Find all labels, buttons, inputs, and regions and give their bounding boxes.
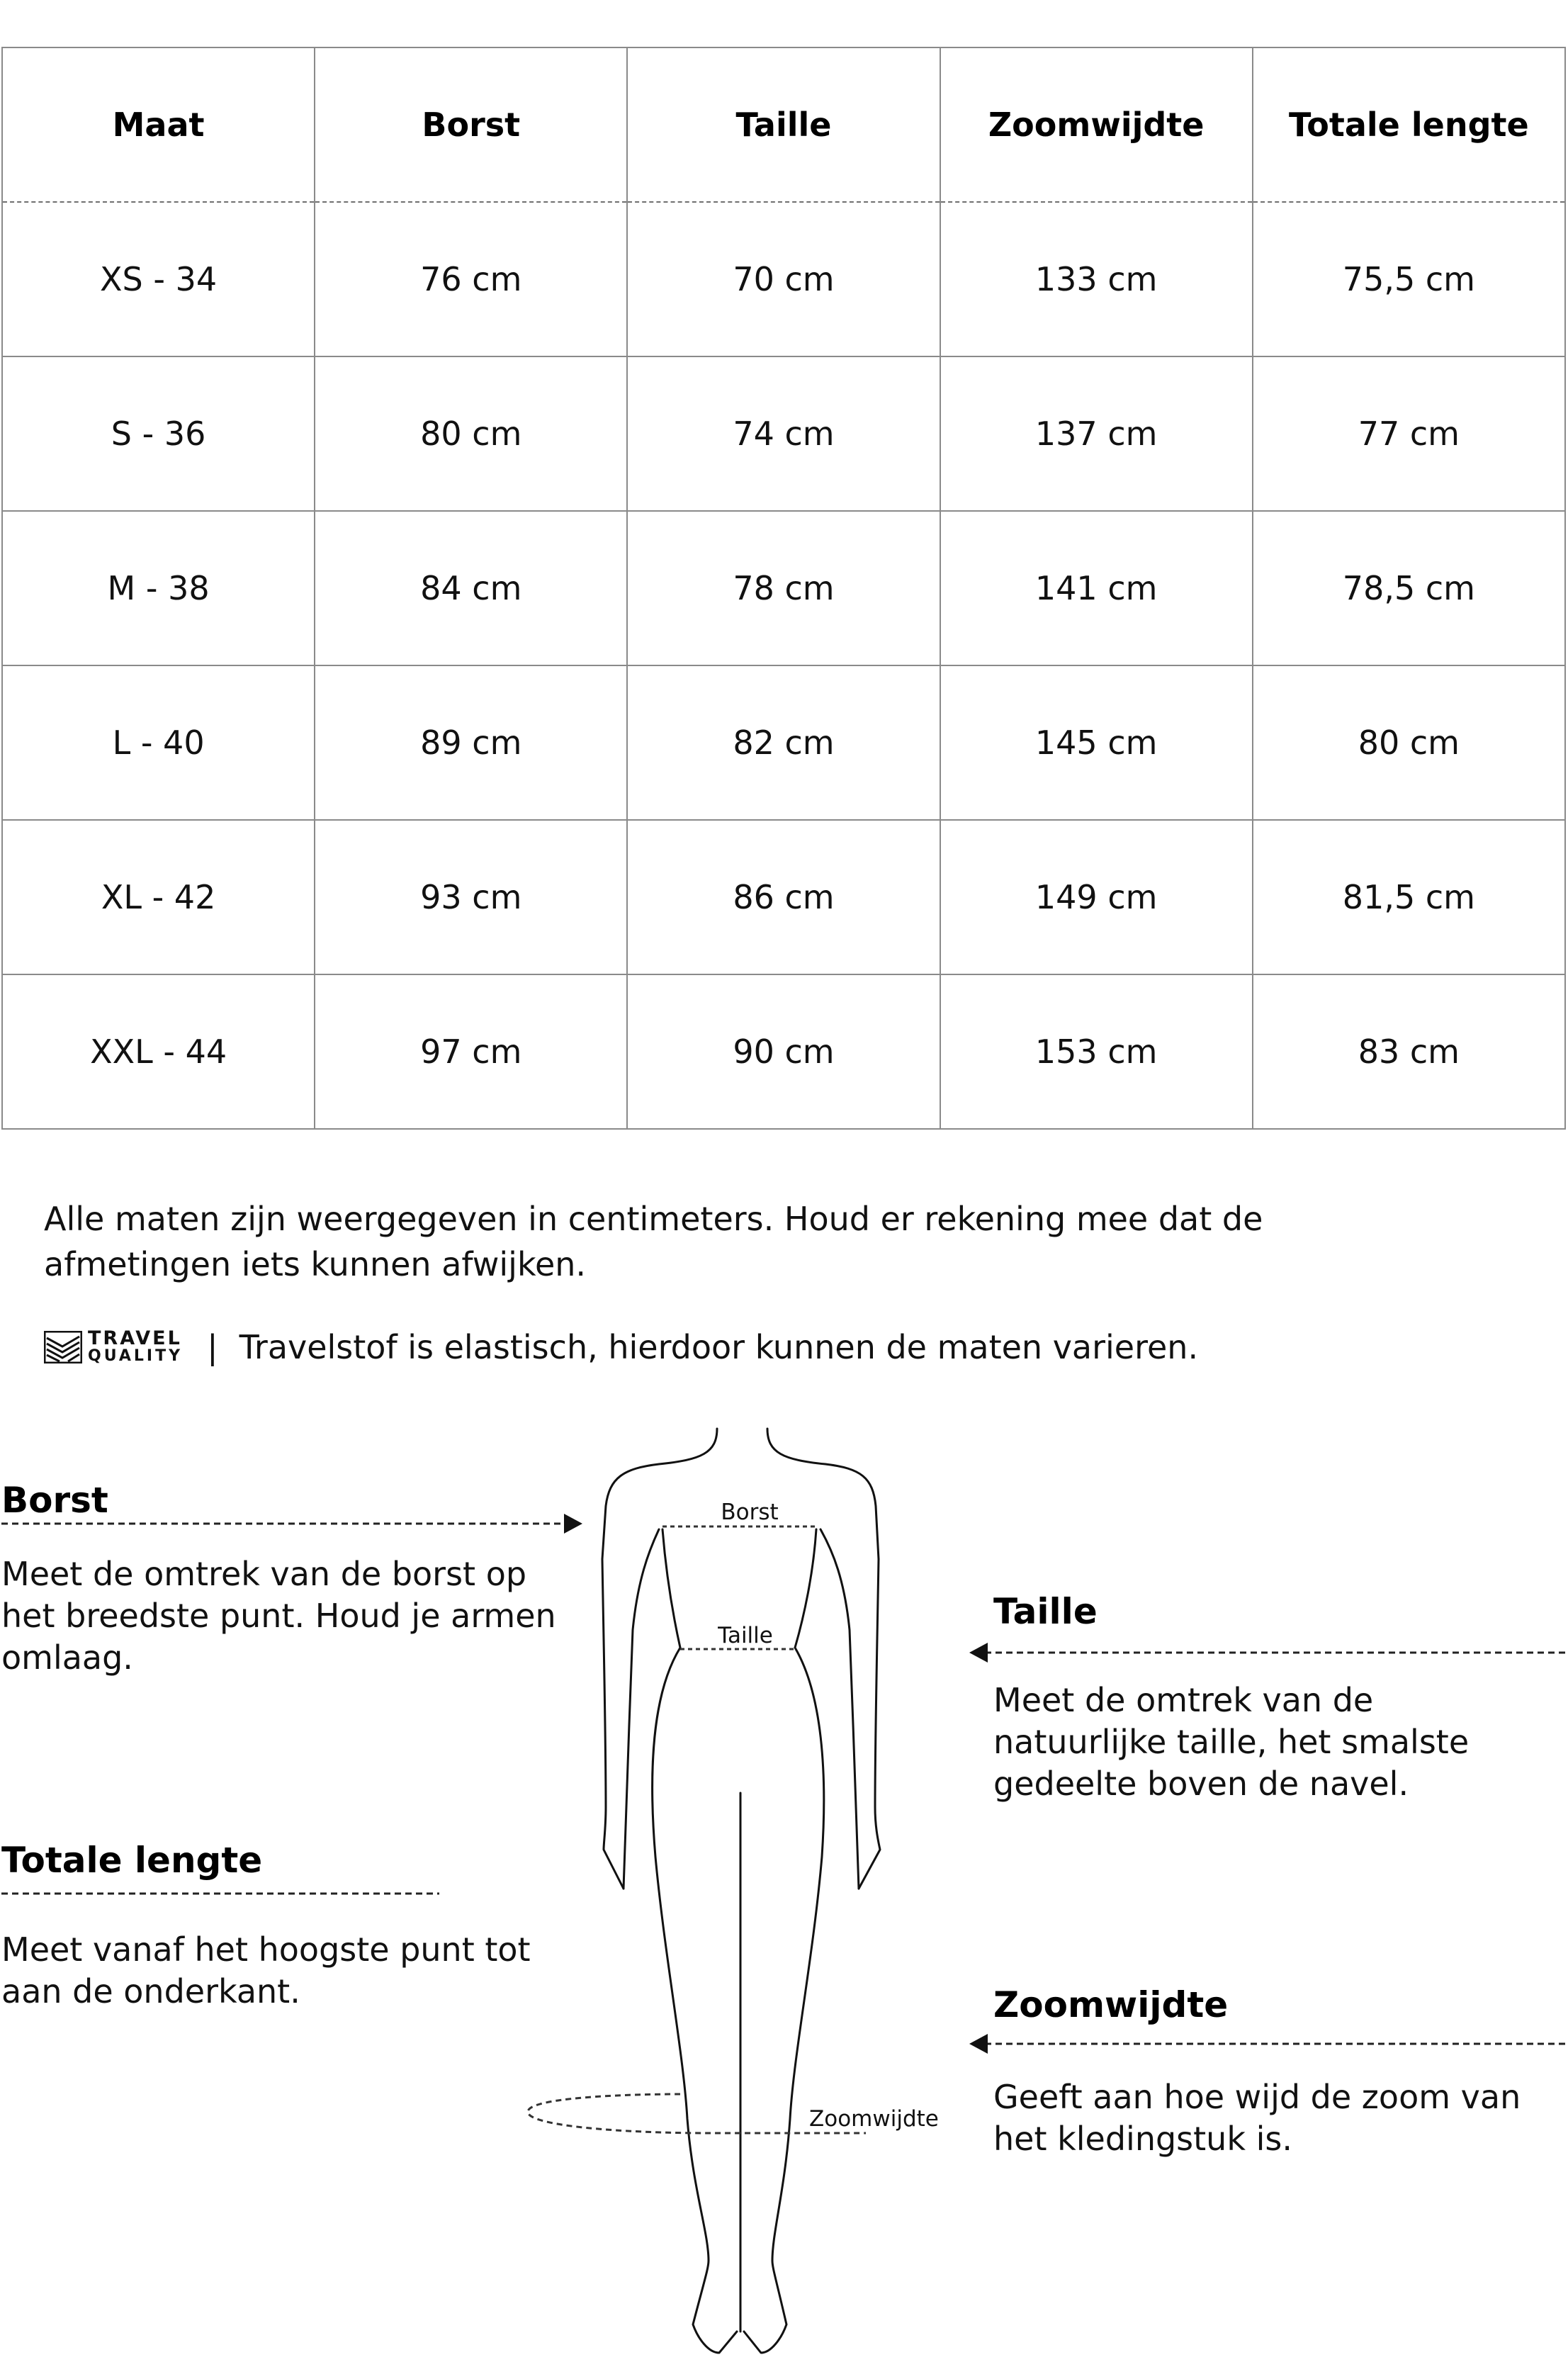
figure-right-torso [795, 1529, 816, 1648]
figure-left-shoulder [602, 1429, 717, 1559]
cell-totale-lengte: 77 cm [1253, 356, 1565, 511]
figure-left-torso [662, 1529, 680, 1648]
separator: | [207, 1328, 218, 1366]
cell-zoomwijdte: 153 cm [940, 974, 1253, 1129]
borst-line-3: omlaag. [1, 1638, 133, 1677]
taille-arrow-icon [969, 1643, 988, 1663]
header-maat: Maat [2, 47, 315, 202]
note-line-2: afmetingen iets kunnen afwijken. [44, 1245, 587, 1283]
cell-taille: 70 cm [627, 202, 940, 356]
header-borst: Borst [315, 47, 627, 202]
figure-right-shoulder [767, 1429, 879, 1559]
figure-label-zoomwijdte: Zoomwijdte [809, 2106, 939, 2132]
cell-zoomwijdte: 149 cm [940, 820, 1253, 974]
cell-zoomwijdte: 137 cm [940, 356, 1253, 511]
cell-totale-lengte: 78,5 cm [1253, 511, 1565, 665]
taille-heading: Taille [993, 1591, 1098, 1632]
cell-borst: 80 cm [315, 356, 627, 511]
size-table [1, 47, 1566, 1130]
cell-borst: 97 cm [315, 974, 627, 1129]
header-taille: Taille [627, 47, 940, 202]
cell-taille: 82 cm [627, 665, 940, 820]
figure-label-taille: Taille [718, 1623, 773, 1648]
cell-maat: XL - 42 [2, 820, 315, 974]
cell-taille: 78 cm [627, 511, 940, 665]
borst-arrow-icon [564, 1514, 582, 1534]
figure-left-leg-outer [653, 1648, 737, 2353]
borst-line-2: het breedste punt. Houd je armen [1, 1597, 556, 1635]
figure-right-arm-outer [859, 1559, 880, 1889]
figure-right-leg-outer [744, 1648, 824, 2353]
travel-quality-row [44, 1322, 1198, 1372]
travel-quality-icon [44, 1331, 82, 1363]
borst-heading: Borst [1, 1480, 108, 1521]
cell-zoomwijdte: 145 cm [940, 665, 1253, 820]
cell-maat: XS - 34 [2, 202, 315, 356]
figure-left-arm-outer [602, 1559, 624, 1889]
cell-borst: 76 cm [315, 202, 627, 356]
cell-totale-lengte: 80 cm [1253, 665, 1565, 820]
note-line-1: Alle maten zijn weergegeven in centimeters. Houd er rekening mee dat de [44, 1200, 1263, 1238]
measurement-note [44, 1196, 1390, 1287]
cell-maat: M - 38 [2, 511, 315, 665]
cell-maat: L - 40 [2, 665, 315, 820]
totale-lengte-line-1: Meet vanaf het hoogste punt tot [1, 1930, 531, 1969]
zoomwijdte-arrow-icon [969, 2034, 988, 2054]
cell-zoomwijdte: 133 cm [940, 202, 1253, 356]
table-row [2, 511, 1565, 665]
taille-line-2: natuurlijke taille, het smalste [993, 1723, 1470, 1761]
zoomwijdte-line-2: het kledingstuk is. [993, 2120, 1292, 2158]
table-row [2, 665, 1565, 820]
cell-zoomwijdte: 141 cm [940, 511, 1253, 665]
taille-line-1: Meet de omtrek van de [993, 1681, 1374, 1719]
borst-line-1: Meet de omtrek van de borst op [1, 1555, 527, 1593]
cell-taille: 90 cm [627, 974, 940, 1129]
travel-note: Travelstof is elastisch, hierdoor kunnen de maten varieren. [239, 1328, 1199, 1366]
cell-totale-lengte: 75,5 cm [1253, 202, 1565, 356]
zoomwijdte-heading: Zoomwijdte [993, 1984, 1229, 2025]
cell-borst: 89 cm [315, 665, 627, 820]
cell-maat: S - 36 [2, 356, 315, 511]
cell-totale-lengte: 81,5 cm [1253, 820, 1565, 974]
table-row [2, 974, 1565, 1129]
garment-figure [0, 1410, 1568, 2362]
figure-right-arm-inner [820, 1529, 859, 1889]
totale-lengte-line-2: aan de onderkant. [1, 1972, 300, 2010]
logo-text-quality: QUALITY [88, 1347, 184, 1365]
header-zoomwijdte: Zoomwijdte [940, 47, 1253, 202]
table-row [2, 202, 1565, 356]
zoomwijdte-line-1: Geeft aan hoe wijd de zoom van [993, 2078, 1521, 2116]
logo-text-travel: TRAVEL [88, 1327, 182, 1349]
table-row [2, 356, 1565, 511]
taille-line-3: gedeelte boven de navel. [993, 1765, 1409, 1803]
travel-quality-logo [44, 1329, 183, 1365]
cell-borst: 93 cm [315, 820, 627, 974]
cell-taille: 74 cm [627, 356, 940, 511]
totale-lengte-heading: Totale lengte [1, 1840, 263, 1881]
cell-totale-lengte: 83 cm [1253, 974, 1565, 1129]
figure-label-borst: Borst [721, 1500, 779, 1525]
cell-borst: 84 cm [315, 511, 627, 665]
table-row [2, 820, 1565, 974]
cell-taille: 86 cm [627, 820, 940, 974]
table-header-row [2, 47, 1565, 202]
header-totale-lengte: Totale lengte [1253, 47, 1565, 202]
cell-maat: XXL - 44 [2, 974, 315, 1129]
